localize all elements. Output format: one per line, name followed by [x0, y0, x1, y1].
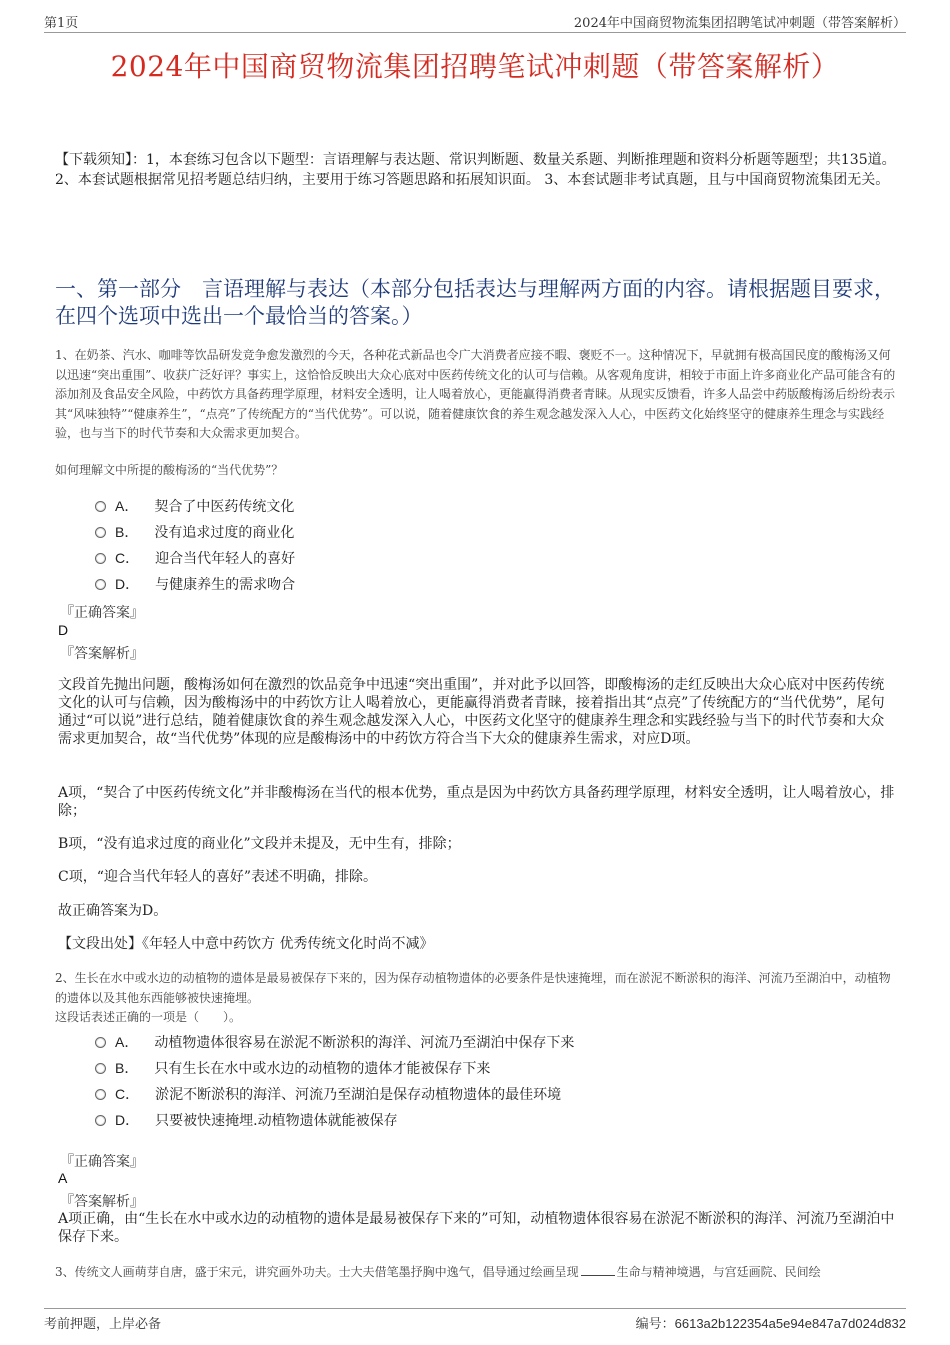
question-3-text-before: 3、传统文人画萌芽自唐，盛于宋元，讲究画外功夫。士大夫借笔墨抒胸中逸气，倡导通过绘画呈现 [55, 1265, 579, 1279]
fill-in-blank [581, 1265, 615, 1276]
radio-icon[interactable] [95, 1063, 106, 1074]
header-page-number: 第1页 [44, 16, 79, 31]
question-1-analysis-paragraph: 故正确答案为D。 [58, 903, 168, 919]
question-1-option-a[interactable] [95, 493, 295, 519]
section-heading: 一、第一部分 言语理解与表达（本部分包括表达与理解两方面的内容。请根据题目要求，在四个选项中选出一个最恰当的答案。） [55, 277, 895, 328]
question-1-options [95, 493, 295, 597]
question-3-text-after: 生命与精神境遇，与宫廷画院、民间绘 [616, 1265, 821, 1279]
option-text: 没有追求过度的商业化 [154, 525, 295, 541]
question-3-text [55, 1263, 900, 1283]
question-1-prompt: 如何理解文中所提的酸梅汤的“当代优势”？ [55, 463, 284, 477]
option-text: 动植物遗体很容易在淤泥不断淤积的海洋、河流乃至湖泊中保存下来 [154, 1035, 575, 1051]
question-1-answer-label: 『正确答案』 [60, 605, 144, 621]
question-1-analysis-label: 『答案解析』 [60, 646, 144, 662]
question-2-text: 2、生长在水中或水边的动植物的遗体是最易被保存下来的，因为保存动植物遗体的必要条件是快速掩埋，而在淤泥不断淤积的海洋、河流乃至湖泊中，动植物的遗体以及其他东西能够被快速掩埋。 [55, 971, 891, 1005]
question-1-analysis-paragraph: 文段首先抛出问题，酸梅汤如何在激烈的饮品竞争中迅速“突出重围”，并对此予以回答，即酸梅汤的走红反映出大众心底对中医药传统文化的认可与信赖，因为酸梅汤中的中药饮方让人喝着放心，更能赢得消费者青睐，接着指出其“点亮”了传统配方的“当代优势”，尾句通过“可以说”进行总结，随着健康饮食的养生观念越发深入人心，中医药文化坚守的健康养生理念和实践经验与当下的时代节奏和大众需求更加契合，故“当代优势”体现的应是酸梅汤中的中药饮方符合当下大众的健康养生需求，对应D项。 [58, 677, 885, 747]
footer-code-label: 编号： [635, 1317, 675, 1332]
question-1-analysis-paragraph: C项，“迎合当代年轻人的喜好”表述不明确，排除。 [58, 869, 378, 885]
option-text: 与健康养生的需求吻合 [155, 577, 296, 593]
option-text: 只有生长在水中或水边的动植物的遗体才能被保存下来 [154, 1061, 491, 1077]
question-2-option-d[interactable] [95, 1107, 574, 1133]
radio-icon[interactable] [95, 579, 106, 590]
option-letter: D． [115, 576, 140, 592]
radio-icon[interactable] [95, 553, 106, 564]
option-text: 契合了中医药传统文化 [154, 499, 295, 515]
question-2-option-b[interactable] [95, 1055, 574, 1081]
option-letter: A． [115, 1034, 139, 1050]
footer-divider [44, 1308, 906, 1309]
option-text: 只要被快速掩埋.动植物遗体就能被保存 [155, 1113, 398, 1129]
question-1-analysis-paragraph: B项，“没有追求过度的商业化”文段并未提及，无中生有，排除； [58, 836, 461, 852]
radio-icon[interactable] [95, 1037, 106, 1048]
option-letter: B． [115, 524, 139, 540]
question-2-analysis-label: 『答案解析』 [60, 1194, 144, 1210]
footer-code [636, 1313, 906, 1332]
question-2-options [95, 1029, 574, 1133]
radio-icon[interactable] [95, 501, 106, 512]
question-1-option-b[interactable] [95, 519, 295, 545]
question-1-text: 1、在奶茶、汽水、咖啡等饮品研发竞争愈发激烈的今天，各种花式新品也令广大消费者应接不暇、褒贬不一。这种情况下，早就拥有极高国民度的酸梅汤又何以迅速“突出重围”、收获广泛好评？事实上，这恰恰反映出大众心底对中医药传统文化的认可与信赖。从客观角度讲，相较于市面上许多商业化产品可能含有的添加剂及食品安全风险，中药饮方具备药理学原理，材料安全透明，让人喝着放心，更能赢得消费者青睐。从现实反馈看，许多人品尝中药版酸梅汤后纷纷表示其“风味独特”“健康养生”，“点亮”了传统配方的“当代优势”。可以说，随着健康饮食的养生观念越发深入人心，中医药文化始终坚守的健康养生理念与实践经验，也与当下的时代节奏和大众需求更加契合。 [55, 348, 896, 440]
radio-icon[interactable] [95, 527, 106, 538]
question-2-option-a[interactable] [95, 1029, 574, 1055]
option-text: 淤泥不断淤积的海洋、河流乃至湖泊是保存动植物遗体的最佳环境 [155, 1087, 562, 1103]
question-2-prompt: 这段话表述正确的一项是（ ）。 [55, 1010, 242, 1024]
download-notice: 【下载须知】：1，本套练习包含以下题型：言语理解与表达题、常识判断题、数量关系题、判断推理题和资料分析题等题型；共135道。 2、本套试题根据常见招考题总结归纳，主要用于练习答题思路和拓展知识面。 3、本套试题非考试真题，且与中国商贸物流集团无关。 [55, 152, 896, 188]
question-2-analysis: A项正确，由“生长在水中或水边的动植物的遗体是最易被保存下来的”可知，动植物遗体很容易在淤泥不断淤积的海洋、河流乃至湖泊中保存下来。 [58, 1211, 895, 1245]
footer-code-value: 6613a2b122354a5e94e847a7d024d832 [674, 1316, 906, 1331]
footer-slogan: 考前押题，上岸必备 [44, 1317, 162, 1332]
option-letter: C． [115, 550, 140, 566]
radio-icon[interactable] [95, 1089, 106, 1100]
header-doc-title: 2024年中国商贸物流集团招聘笔试冲刺题（带答案解析） [573, 16, 906, 31]
option-text: 迎合当代年轻人的喜好 [155, 551, 296, 567]
question-2-answer: A [58, 1170, 68, 1186]
radio-icon[interactable] [95, 1115, 106, 1126]
option-letter: B． [115, 1060, 139, 1076]
question-1-source: 【文段出处】《年轻人中意中药饮方 优秀传统文化时尚不减》 [58, 936, 434, 952]
question-1-analysis-paragraph: A项，“契合了中医药传统文化”并非酸梅汤在当代的根本优势，重点是因为中药饮方具备药理学原理，材料安全透明，让人喝着放心，排除； [58, 785, 895, 819]
option-letter: A． [115, 498, 139, 514]
header-divider [44, 32, 906, 33]
question-1-option-c[interactable] [95, 545, 295, 571]
option-letter: C． [115, 1086, 140, 1102]
option-letter: D． [115, 1112, 140, 1128]
question-2-option-c[interactable] [95, 1081, 574, 1107]
page-title: 2024年中国商贸物流集团招聘笔试冲刺题（带答案解析） [110, 50, 840, 83]
question-2-answer-label: 『正确答案』 [60, 1154, 144, 1170]
question-1-option-d[interactable] [95, 571, 295, 597]
question-1-answer: D [58, 622, 69, 638]
